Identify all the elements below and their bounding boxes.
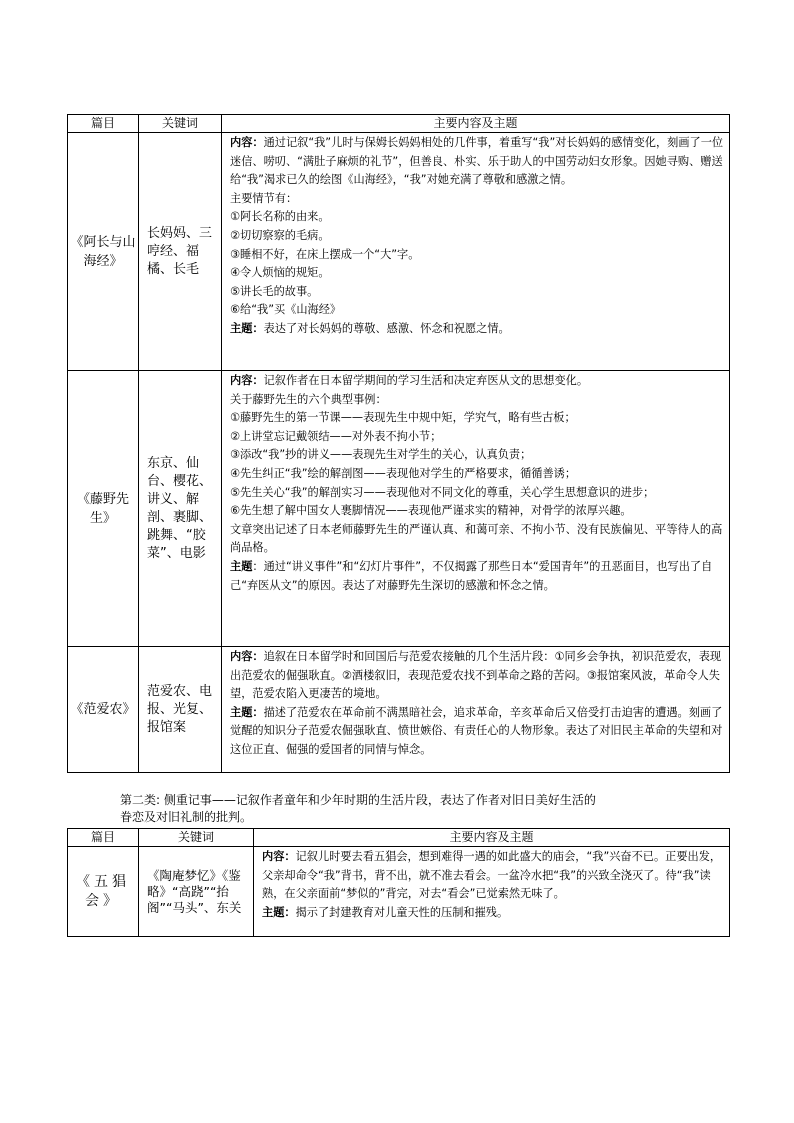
row-title: 《五猖会》 <box>68 847 139 937</box>
row-title: 《藤野先生》 <box>68 371 139 647</box>
list-item: ⑤先生关心“我”的解剖实习——表现他对不同文化的尊重，关心学生思想意识的进步； <box>230 485 655 499</box>
list-item: ④令人烦恼的规矩。 <box>230 266 330 280</box>
list-item: ③添改“我”抄的讲义——表现先生对学生的关心，认真负责； <box>230 448 532 462</box>
header-keywords: 关键词 <box>139 829 254 847</box>
row-keywords: 东京、仙台、樱花、讲义、解剖、裹脚、跳舞、“胶菜”、电影 <box>139 371 222 647</box>
list-item: ①藤野先生的第一节课——表现先生中规中矩，学究气，略有些古板； <box>230 411 576 425</box>
list-item: ③睡相不好，在床上摆成一个“大”字。 <box>230 247 420 261</box>
section-heading-line-2: 眷恋及对旧礼制的批判。 <box>120 810 253 824</box>
theme-paragraph <box>230 558 725 595</box>
items-intro: 主要情节有： <box>230 191 298 205</box>
theme-text: 描述了范爱农在革命前不满黑暗社会，追求革命，辛亥革命后又倍受打击迫害的遭遇。刻画了觉醒的知识分子范爱农倔强耿直、愤世嫉俗、有责任心的人物形象。表达了对旧民主革命的失望和对这位正直、倔强的爱国者的同情与悼念。 <box>230 705 723 756</box>
content-paragraph <box>230 134 725 190</box>
table-header-row <box>68 115 730 133</box>
content-paragraph <box>230 372 725 391</box>
table-header-row <box>68 829 730 847</box>
content-text: 记叙儿时要去看五猖会，想到难得一遇的如此盛大的庙会，“我”兴奋不已。正要出发，父亲却命令“我”背书，背不出，就不准去看会。一盆冷水把“我”的兴致全浇灭了。待“我”读熟，在父亲面前“梦似的”背完，对去“看会”已觉索然无味了。 <box>262 850 722 901</box>
theme-label: 主题： <box>230 705 264 719</box>
items-intro: 关于藤野先生的六个典型事例： <box>230 392 387 406</box>
content-label: 内容： <box>230 136 264 149</box>
row-content <box>222 371 730 647</box>
table-row <box>68 847 730 937</box>
row-title: 《阿长与山海经》 <box>68 133 139 371</box>
content-text: 通过记叙“我”儿时与保姆长妈妈相处的几件事，着重写“我”对长妈妈的感情变化，刻画了一位迷信、唠叨、“满肚子麻烦的礼节”，但善良、朴实、乐于助人的中国劳动妇女形象。因她寻购、赠送给“我”渴求已久的绘图《山海经》，“我”对她充满了尊敬和感激之情。 <box>230 136 724 187</box>
section-heading <box>120 792 690 826</box>
theme-paragraph <box>262 904 725 923</box>
content-table-1 <box>67 114 730 773</box>
content-paragraph <box>230 648 725 704</box>
content-text: 记叙作者在日本留学期间的学习生活和决定弃医从文的思想变化。 <box>263 374 589 387</box>
list-item: ⑥先生想了解中国女人裹脚情况——表现他严谨求实的精神，对骨学的浓厚兴趣。 <box>230 504 632 518</box>
row-content <box>222 647 730 773</box>
header-keywords: 关键词 <box>139 115 222 133</box>
theme-paragraph <box>230 320 725 339</box>
content-table-2 <box>67 828 730 937</box>
content-label: 内容： <box>230 374 264 387</box>
list-item: ②切切察察的毛病。 <box>230 228 330 242</box>
table-row <box>68 371 730 647</box>
list-item: ④先生纠正“我”绘的解剖图——表现他对学生的严格要求，循循善诱； <box>230 466 577 480</box>
list-item: ⑤讲长毛的故事。 <box>230 284 319 298</box>
row-title: 《范爱农》 <box>68 647 139 773</box>
header-content: 主要内容及主题 <box>254 829 730 847</box>
header-title: 篇目 <box>68 829 139 847</box>
theme-label: 主题： <box>262 905 296 919</box>
content-label: 内容： <box>262 850 296 863</box>
header-title: 篇目 <box>68 115 139 133</box>
theme-text: ：通过“讲义事件”和“幻灯片事件”，不仅揭露了那些日本“爱国青年”的丑恶面目，也写出了自己“弃医从文”的原因。表达了对藤野先生深切的感激和怀念之情。 <box>230 559 713 592</box>
content-text: 追叙在日本留学时和回国后与范爱农接触的几个生活片段：①同乡会争执，初识范爱农，表现出范爱农的倔强耿直。②酒楼叙旧，表现范爱农找不到革命之路的苦闷。③报馆案风波，革命令人失望，范爱农陷入更凄苦的境地。 <box>230 650 722 701</box>
row-keywords: 范爱农、电报、光复、报馆案 <box>139 647 222 773</box>
theme-text: 表达了对长妈妈的尊敬、感激、怀念和祝愿之情。 <box>263 321 510 335</box>
header-content: 主要内容及主题 <box>222 115 730 133</box>
table-row <box>68 133 730 371</box>
row-keywords: 长妈妈、三哼经、福橘、长毛 <box>139 133 222 371</box>
summary-paragraph: 文章突出记述了日本老师藤野先生的严谨认真、和蔼可亲、不拘小节、没有民族偏见、平等待人的高尚品格。 <box>230 522 723 555</box>
row-content <box>222 133 730 371</box>
section-heading-line-1: 第二类: 侧重记事——记叙作者童年和少年时期的生活片段，表达了作者对旧日美好生活的 <box>120 793 596 807</box>
theme-label: 主题 <box>230 559 253 573</box>
row-keywords: 《陶庵梦忆》《鉴略》“高跷”“抬阁”“马头”、东关 <box>139 847 254 937</box>
list-item: ①阿长名称的由来。 <box>230 210 330 224</box>
theme-label: 主题： <box>230 321 264 335</box>
row-content <box>254 847 730 937</box>
table-row <box>68 647 730 773</box>
theme-text: 揭示了封建教育对儿童天性的压制和摧残。 <box>295 905 509 919</box>
content-label: 内容： <box>230 650 264 663</box>
list-item: ⑥给“我”买《山海经》 <box>230 303 342 317</box>
list-item: ②上讲堂忘记戴领结——对外表不拘小节； <box>230 429 442 443</box>
content-paragraph <box>262 848 725 904</box>
theme-paragraph <box>230 704 725 760</box>
